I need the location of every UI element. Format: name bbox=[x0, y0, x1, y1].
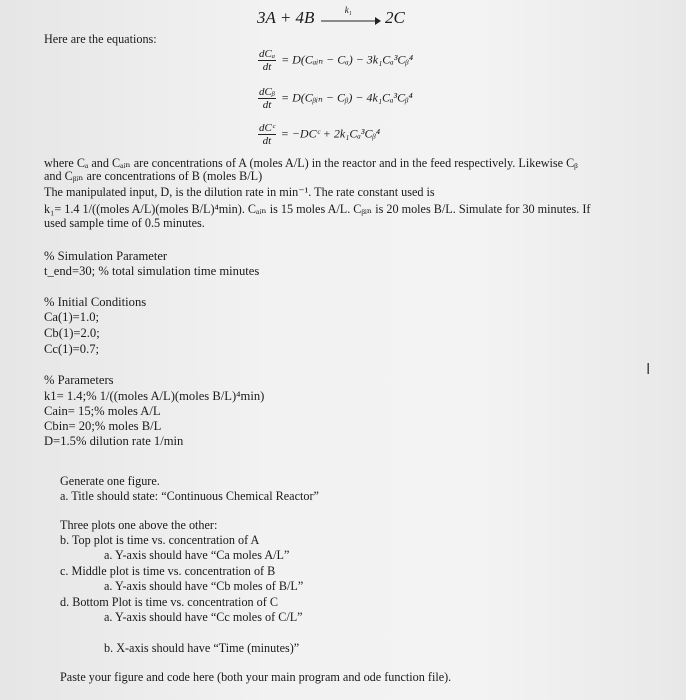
instr-b-a: a. Y-axis should have “Ca moles A/L” bbox=[104, 548, 290, 562]
code-cain: Cain= 15;% moles A/L bbox=[44, 404, 161, 418]
instr-c-a: a. Y-axis should have “Cb moles of B/L” bbox=[104, 579, 304, 593]
code-ca: Ca(1)=1.0; bbox=[44, 310, 100, 324]
ode-c-rhs: = −DCᶜ + 2k₁Cₐ³Cᵦ⁴ bbox=[280, 126, 381, 141]
code-sim-header: % Simulation Parameter bbox=[44, 249, 168, 263]
reaction-lhs: 3A + 4B bbox=[257, 8, 315, 27]
reaction-arrow-label: k₁ bbox=[344, 5, 352, 16]
code-cc: Cc(1)=0.7; bbox=[44, 342, 100, 356]
code-cb: Cb(1)=2.0; bbox=[44, 326, 100, 340]
description-line-2: and Cᵦᵢₙ are concentrations of B (moles B/L) bbox=[44, 169, 263, 183]
ode-a bbox=[258, 48, 413, 73]
instr-paste: Paste your figure and code here (both your main program and ode function file). bbox=[60, 670, 452, 684]
ode-b-fraction: $\frac{\text{dCᵦ}}{dt}$ bbox=[259, 86, 275, 111]
ode-c-fraction: $\frac{\text{dCᶜ}}{dt}$ bbox=[259, 122, 275, 147]
description-line-4: k₁= 1.4 1/((moles A/L)(moles B/L)⁴min). Cₐᵢₙ is 15 moles A/L. Cᵦᵢₙ is 20 moles B/L. Simulate for 30 minutes. If bbox=[44, 202, 591, 216]
instr-three: Three plots one above the other: bbox=[60, 518, 218, 532]
instr-generate: Generate one figure. bbox=[60, 474, 160, 488]
code-d: D=1.5% dilution rate 1/min bbox=[44, 434, 184, 448]
ode-b bbox=[258, 86, 413, 111]
code-init-header: % Initial Conditions bbox=[44, 295, 147, 309]
instr-a: a. Title should state: “Continuous Chemical Reactor” bbox=[60, 489, 319, 503]
instr-b: b. Top plot is time vs. concentration of A bbox=[60, 533, 260, 547]
instr-c: c. Middle plot is time vs. concentration of B bbox=[60, 564, 276, 578]
ode-a-rhs: = D(Cₐᵢₙ − Cₐ) − 3k₁Cₐ³Cᵦ⁴ bbox=[281, 52, 413, 67]
instr-d-a: a. Y-axis should have “Cc moles of C/L” bbox=[104, 610, 303, 624]
intro-text: Here are the equations: bbox=[44, 32, 157, 46]
code-k1: k1= 1.4;% 1/((moles A/L)(moles B/L)⁴min) bbox=[44, 389, 265, 403]
description-line-3: The manipulated input, D, is the dilution rate in min⁻¹. The rate constant used is bbox=[44, 185, 435, 199]
text-cursor-icon: I bbox=[646, 360, 651, 378]
reaction-rhs: 2C bbox=[384, 8, 405, 27]
code-t-end: t_end=30; % total simulation time minutes bbox=[44, 264, 260, 278]
arrow-icon bbox=[319, 14, 381, 28]
description-line-1: where Cₐ and Cₐᵢₙ are concentrations of A (moles A/L) in the reactor and in the feed respectively. Likewise Cᵦ bbox=[44, 156, 578, 170]
instr-xb: b. X-axis should have “Time (minutes)” bbox=[104, 641, 300, 655]
ode-a-fraction: $\frac{\text{dCₐ}}{dt}$ bbox=[259, 48, 276, 73]
ode-b-rhs: = D(Cᵦᵢₙ − Cᵦ) − 4k₁Cₐ³Cᵦ⁴ bbox=[280, 90, 413, 105]
reaction-arrow bbox=[319, 5, 381, 26]
code-cbin: Cbin= 20;% moles B/L bbox=[44, 419, 162, 433]
code-param-header: % Parameters bbox=[44, 373, 114, 387]
instr-d: d. Bottom Plot is time vs. concentration of C bbox=[60, 595, 279, 609]
description-line-5: used sample time of 0.5 minutes. bbox=[44, 216, 205, 230]
ode-c bbox=[258, 122, 380, 147]
reaction-equation bbox=[257, 5, 405, 28]
